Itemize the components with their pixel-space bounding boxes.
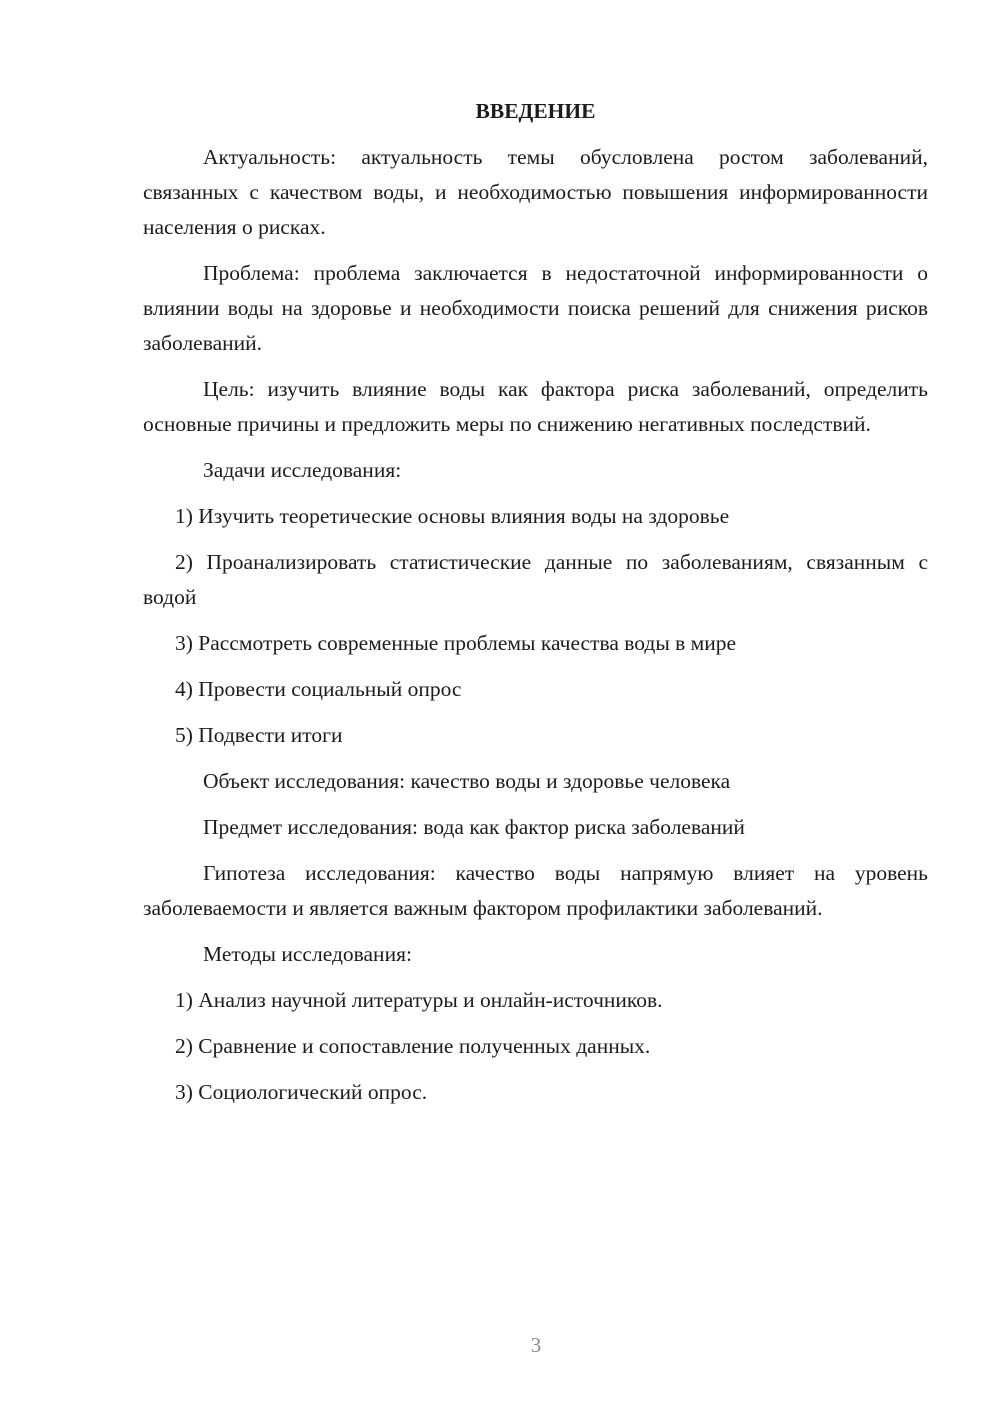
problem-paragraph: Проблема: проблема заключается в недостаточной информированности о влиянии воды на здоровье и необходимости поиска решений для снижения рисков заболеваний. xyxy=(143,261,928,355)
method-item-3: 3) Социологический опрос. xyxy=(175,1080,428,1104)
relevance-paragraph: Актуальность: актуальность темы обусловлена ростом заболеваний, связанных с качеством воды, и необходимостью повышения информированности населения о рисках. xyxy=(143,145,928,239)
research-subject: Предмет исследования: вода как фактор риска заболеваний xyxy=(203,815,745,839)
task-item-4: 4) Провести социальный опрос xyxy=(175,677,462,701)
research-object: Объект исследования: качество воды и здоровье человека xyxy=(203,769,731,793)
task-item-5: 5) Подвести итоги xyxy=(175,723,343,747)
page-title: ВВЕДЕНИЕ xyxy=(475,99,596,123)
task-item-3: 3) Рассмотреть современные проблемы качества воды в мире xyxy=(175,631,737,655)
task-item-1: 1) Изучить теоретические основы влияния воды на здоровье xyxy=(175,504,730,528)
task-item-2: 2) Проанализировать статистические данные по заболеваниям, связанным с водой xyxy=(143,550,928,609)
tasks-heading: Задачи исследования: xyxy=(203,458,402,482)
goal-paragraph: Цель: изучить влияние воды как фактора риска заболеваний, определить основные причины и предложить меры по снижению негативных последствий. xyxy=(143,377,928,436)
research-hypothesis: Гипотеза исследования: качество воды напрямую влияет на уровень заболеваемости и является важным фактором профилактики заболеваний. xyxy=(143,861,928,920)
method-item-1: 1) Анализ научной литературы и онлайн-источников. xyxy=(175,988,663,1012)
page-number: 3 xyxy=(530,1333,542,1357)
method-item-2: 2) Сравнение и сопоставление полученных данных. xyxy=(175,1034,651,1058)
document-body xyxy=(143,96,928,1121)
methods-heading: Методы исследования: xyxy=(203,942,412,966)
